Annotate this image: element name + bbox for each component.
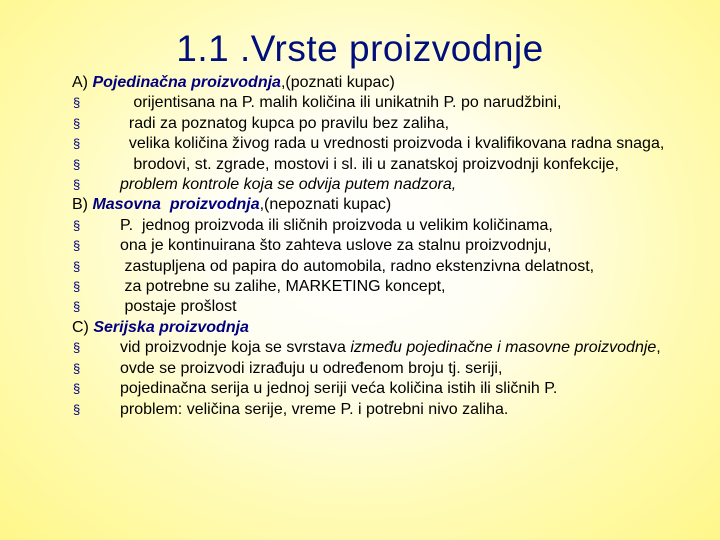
section-heading — [72, 195, 702, 215]
list-item-text: postaje prošlost — [120, 298, 237, 316]
list-item-text: zastupljena od papira do automobila, radno ekstenzivna delatnost, — [120, 257, 595, 275]
bullet-icon: § — [73, 136, 81, 152]
bullet-icon: § — [73, 156, 81, 172]
list-item — [72, 359, 702, 379]
bullet-icon: § — [73, 299, 81, 315]
list-item — [72, 236, 702, 256]
section-heading — [72, 73, 702, 93]
list-item — [72, 134, 702, 154]
bullet-icon: § — [73, 340, 81, 356]
bullet-icon: § — [73, 381, 81, 397]
list-item — [72, 277, 702, 297]
list-item — [72, 379, 702, 399]
bullet-icon: § — [73, 258, 81, 274]
slide-title: 1.1 .Vrste proizvodnje — [176, 28, 544, 69]
list-item-text: radi za poznatog kupca po pravilu bez zaliha, — [120, 114, 450, 132]
section-name: Serijska proizvodnja — [93, 318, 249, 336]
section-name: Masovna proizvodnja — [92, 196, 260, 214]
list-item — [72, 297, 702, 317]
slide-content — [72, 73, 702, 420]
bullet-icon: § — [73, 238, 81, 254]
list-item-text-italic: između pojedinačne i masovne proizvodnje — [350, 339, 657, 357]
list-item — [72, 175, 702, 195]
list-item-text: za potrebne su zalihe, MARKETING koncept, — [120, 278, 446, 296]
bullet-icon: § — [73, 95, 81, 111]
section-name: Pojedinačna proizvodnja — [92, 74, 281, 91]
bullet-icon: § — [73, 401, 81, 417]
list-item — [72, 400, 702, 420]
list-item-text — [120, 339, 661, 356]
section-prefix: A) — [72, 74, 93, 91]
list-item-text: P. jednog proizvoda ili sličnih proizvoda u velikim količinama, — [120, 216, 553, 234]
bullet-icon: § — [73, 279, 81, 295]
list-item — [72, 93, 702, 113]
list-item-text: problem: veličina serije, vreme P. i potrebni nivo zaliha. — [120, 400, 509, 418]
list-item — [72, 155, 702, 175]
list-item-text: ovde se proizvodi izrađuju u određenom broju tj. seriji, — [120, 359, 503, 377]
section-a — [72, 73, 702, 195]
bullet-icon: § — [73, 177, 81, 193]
section-prefix: C) — [72, 318, 94, 336]
list-item-text: ona je kontinuirana što zahteva uslove za stalnu proizvodnju, — [120, 237, 552, 255]
section-suffix: ,(poznati kupac) — [280, 74, 395, 91]
list-item-text: pojedinačna serija u jednoj seriji veća količina istih ili sličnih P. — [120, 380, 558, 398]
section-c — [72, 318, 702, 420]
list-item-text: brodovi, st. zgrade, mostovi i sl. ili u zanatskoj proizvodnji konfekcije, — [120, 155, 619, 173]
section-suffix: ,(nepoznati kupac) — [259, 196, 392, 214]
list-item-text: velika količina živog rada u vrednosti proizvoda i kvalifikovana radna snaga, — [120, 135, 665, 153]
list-item-text: orijentisana na P. malih količina ili unikatnih P. po narudžbini, — [120, 94, 562, 112]
list-item-text-plain: vid proizvodnje koja se svrstava — [120, 339, 351, 357]
list-item — [72, 114, 702, 134]
list-item — [72, 257, 702, 277]
section-heading — [72, 318, 702, 338]
bullet-icon: § — [73, 217, 81, 233]
list-item — [72, 216, 702, 236]
section-b — [72, 195, 702, 317]
list-item-text: problem kontrole koja se odvija putem nadzora, — [120, 176, 457, 194]
bullet-icon: § — [73, 360, 81, 376]
bullet-icon: § — [73, 115, 81, 131]
section-prefix: B) — [72, 196, 93, 214]
list-item-text-after: , — [656, 339, 661, 357]
list-item — [72, 338, 702, 358]
